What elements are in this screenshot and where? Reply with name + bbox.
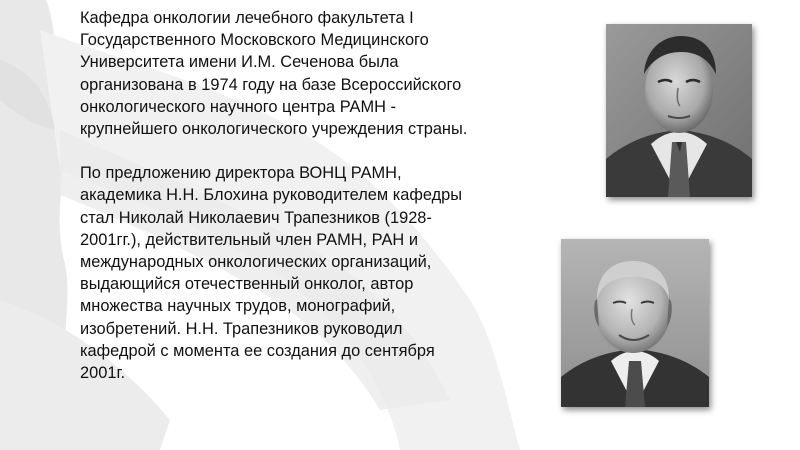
portrait-top-image	[606, 24, 752, 197]
portrait-bottom-image	[561, 239, 709, 407]
portrait-photo-bottom	[561, 239, 709, 407]
paragraph-department-history: Кафедра онкологии лечебного факультета I Государственного Московского Медицинского Университета имени И.М. Сеченова была организована в 1974 году на базе Всероссийского онкологического научного центра РАМН - крупнейшего онкологического учреждения страны.	[80, 9, 468, 139]
paragraph-head-of-department: По предложению директора ВОНЦ РАМН, академика Н.Н. Блохина руководителем кафедры стал Николай Николаевич Трапезников (1928-2001гг.), действительный член РАМН, РАН и международных онкологических организаций, выдающийся отечественный онколог, автор множества научных трудов, монографий, изобретений. Н.Н. Трапезников руководил кафедрой с момента ее создания до сентября 2001г.	[80, 164, 463, 383]
text-block	[80, 7, 475, 384]
portrait-photo-top	[606, 24, 752, 197]
